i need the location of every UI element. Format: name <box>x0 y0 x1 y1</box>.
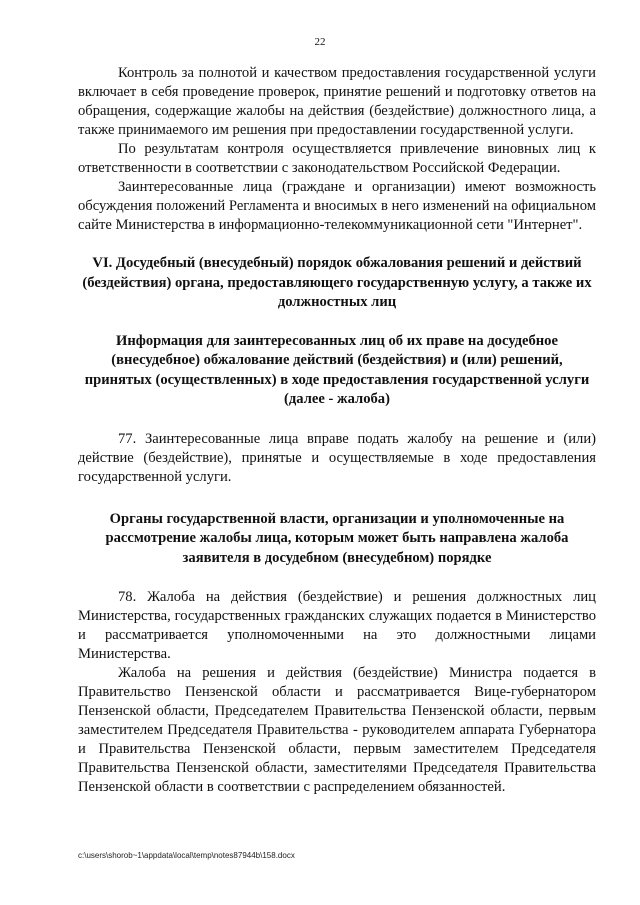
paragraph-77: 77. Заинтересованные лица вправе подать жалобу на решение и (или) действие (бездействие), принятые и осуществляемые в ходе предоставления государственной услуги. <box>78 430 596 485</box>
paragraph-control: Контроль за полнотой и качеством предоставления государственной услуги включает в себя проведение проверок, принятие решений и подготовку ответов на обращения, содержащие жалобы на действия (бездействие) должностного лица, а также принимаемого им решения при предоставлении государственной услуги. <box>78 65 596 138</box>
paragraph-78: 78. Жалоба на действия (бездействие) и решения должностных лиц Министерства, государственных гражданских служащих подается в Министерство и рассматривается уполномоченными на это должностными лицами Министерства. <box>78 589 596 662</box>
paragraph-78-minister: Жалоба на решения и действия (бездействие) Министра подается в Правительство Пензенской области и рассматривается Вице-губернатором Пензенской области, Председателем Правительства Пензенской области, первым заместителем Председателя Правительства - руководителем аппарата Губернатора и Правительства Пензенской области, первым заместителем Председателя Правительства Пензенской области, заместителями Председателя Правительства Пензенской области в соответствии с распределением обязанностей. <box>78 665 596 795</box>
document-body <box>78 64 596 797</box>
page-number: 22 <box>314 36 326 48</box>
footer-file-path: c:\users\shorob~1\appdata\local\temp\notes87944b\158.docx <box>78 851 295 860</box>
paragraph-liability: По результатам контроля осуществляется привлечение виновных лиц к ответственности в соответствии с законодательством Российской Федерации. <box>78 141 596 176</box>
subheading-information: Информация для заинтересованных лиц об их праве на досудебное (внесудебное) обжалование действий (бездействия) и (или) решений, принятых (осуществленных) в ходе предоставления государственной услуги (далее - жалоба) <box>84 332 590 407</box>
paragraph-discussion: Заинтересованные лица (граждане и организации) имеют возможность обсуждения положений Регламента и вносимых в него изменений на официальном сайте Министерства в информационно-телекоммуникационной сети "Интернет". <box>78 179 596 233</box>
section-heading: VI. Досудебный (внесудебный) порядок обжалования решений и действий (бездействия) органа, предоставляющего государственную услугу, а также их должностных лиц <box>82 255 592 310</box>
subheading-authorities: Органы государственной власти, организации и уполномоченные на рассмотрение жалобы лица, которым может быть направлена жалоба заявителя в досудебном (внесудебном) порядке <box>105 510 569 566</box>
